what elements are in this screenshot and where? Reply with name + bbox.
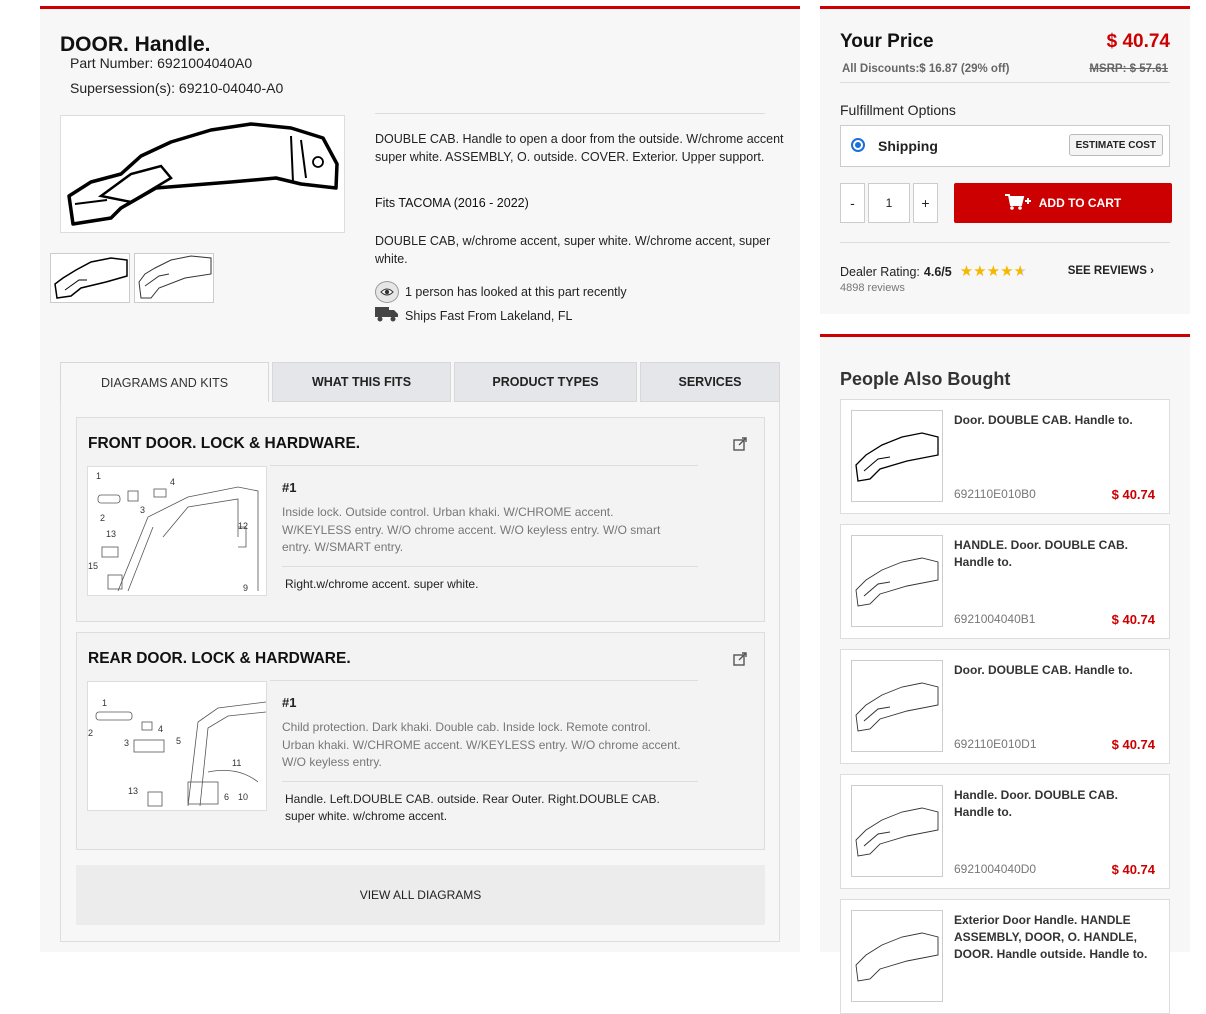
related-product-price: $ 40.74 [1111, 737, 1155, 752]
divider [282, 566, 698, 567]
svg-text:15: 15 [88, 561, 99, 571]
rear-door-diagram [88, 682, 266, 810]
door-handle-thumb [852, 411, 942, 501]
divider [282, 781, 698, 782]
ships-from [375, 306, 572, 325]
divider [375, 113, 765, 114]
msrp: MSRP: $ 57.61 [1089, 63, 1168, 75]
svg-text:5: 5 [176, 736, 182, 746]
svg-text:4: 4 [170, 477, 176, 487]
svg-text:3: 3 [124, 738, 130, 748]
diagram-callout-number: #1 [282, 695, 297, 710]
add-to-cart-button[interactable] [954, 183, 1172, 223]
tab-diagrams-and-kits[interactable]: DIAGRAMS AND KITS [60, 362, 269, 403]
product-title: DOOR. Handle. [60, 33, 211, 56]
rating-stars [960, 265, 1027, 279]
product-thumbnail-1[interactable] [50, 253, 130, 303]
star-icon: ★ [1000, 263, 1014, 280]
related-product-image[interactable] [851, 535, 943, 627]
svg-text:1: 1 [96, 471, 102, 481]
shipping-radio[interactable] [851, 138, 865, 152]
see-reviews-link[interactable] [1068, 265, 1154, 277]
diagram-callout-number: #1 [282, 480, 297, 495]
part-number: Part Number: 6921004040A0 [70, 55, 253, 71]
fits-vehicle: Fits TACOMA (2016 - 2022) [375, 196, 529, 210]
quantity-increment-button[interactable]: + [913, 183, 938, 223]
star-icon: ★ [986, 263, 1001, 280]
recent-views-text: 1 person has looked at this part recently [405, 285, 627, 299]
related-product-image[interactable] [851, 410, 943, 502]
related-product-price: $ 40.74 [1111, 487, 1155, 502]
related-product-card[interactable] [840, 774, 1170, 889]
eye-icon [375, 281, 399, 303]
diagram-description: Inside lock. Outside control. Urban khaki. W/CHROME accent. W/KEYLESS entry. W/O chrome accent. W/O keyless entry. W/O smart entry. W/SMART entry. [282, 505, 661, 554]
diagram-image[interactable] [87, 681, 267, 811]
related-product-name[interactable]: Exterior Door Handle. HANDLE ASSEMBLY, DOOR, O. HANDLE, DOOR. Handle outside. Handle to. [954, 913, 1148, 961]
ships-from-text: Ships Fast From Lakeland, FL [405, 308, 573, 323]
dealer-rating [840, 265, 1027, 279]
tab-product-types[interactable]: PRODUCT TYPES [454, 362, 637, 402]
cart-plus-icon [1005, 193, 1031, 214]
add-to-cart-label: ADD TO CART [1038, 196, 1122, 210]
quantity-input[interactable] [868, 183, 910, 223]
svg-text:11: 11 [232, 758, 242, 768]
related-product-image[interactable] [851, 660, 943, 752]
product-description: DOUBLE CAB. Handle to open a door from the outside. W/chrome accent super white. ASSEMBLY, O. outside. COVER. Exterior. Upper support. [375, 132, 784, 164]
related-product-name[interactable]: Door. DOUBLE CAB. Handle to. [954, 413, 1133, 427]
door-handle-thumb [852, 661, 942, 751]
diagram-card[interactable] [76, 417, 765, 622]
divider [840, 82, 1170, 83]
related-product-image[interactable] [851, 785, 943, 877]
tab-services[interactable]: SERVICES [640, 362, 780, 402]
supersession: Supersession(s): 69210-04040-A0 [70, 80, 284, 96]
related-product-card[interactable] [840, 899, 1170, 1014]
related-product-card[interactable] [840, 524, 1170, 639]
svg-text:6: 6 [224, 792, 230, 802]
door-handle-thumb [852, 536, 942, 626]
related-product-image[interactable] [851, 910, 943, 1002]
svg-text:3: 3 [140, 505, 146, 515]
review-count: 4898 reviews [840, 282, 905, 294]
shipping-label: Shipping [878, 138, 938, 154]
diagram-title[interactable]: FRONT DOOR. LOCK & HARDWARE. [88, 435, 361, 452]
related-product-number: 6921004040B1 [954, 612, 1036, 626]
svg-text:13: 13 [128, 786, 139, 796]
svg-text:2: 2 [88, 728, 94, 738]
product-thumbnail-2[interactable] [134, 253, 214, 303]
door-handle-drawing [61, 116, 344, 232]
tab-content-diagrams [60, 402, 780, 942]
diagram-description: Child protection. Dark khaki. Double cab. Inside lock. Remote control. Urban khaki. W/CHROME accent. W/KEYLESS entry. W/O chrome accent. W/O keyless entry. [282, 720, 681, 769]
related-product-number: 692110E010D1 [954, 737, 1037, 751]
related-product-card[interactable] [840, 399, 1170, 514]
see-reviews-label: SEE REVIEWS [1067, 265, 1147, 277]
quantity-decrement-button[interactable]: - [840, 183, 865, 223]
door-handle-thumb [135, 254, 213, 302]
divider [840, 242, 1170, 243]
price-value: $ 40.74 [1106, 31, 1170, 52]
external-link-icon[interactable] [733, 652, 747, 666]
shipping-option[interactable] [840, 125, 1170, 167]
related-product-number: 692110E010B0 [954, 487, 1036, 501]
door-handle-thumb [51, 254, 129, 302]
svg-text:10: 10 [238, 792, 249, 802]
recent-views [375, 281, 627, 303]
external-link-icon[interactable] [733, 437, 747, 451]
svg-text:9: 9 [243, 583, 249, 593]
svg-text:13: 13 [106, 529, 117, 539]
people-also-bought-title: People Also Bought [840, 369, 1011, 389]
star-icon: ★ [973, 263, 987, 280]
divider [270, 680, 698, 681]
svg-text:1: 1 [102, 698, 108, 708]
product-main-image[interactable] [60, 115, 345, 233]
svg-text:2: 2 [100, 513, 106, 523]
tab-what-this-fits[interactable]: WHAT THIS FITS [272, 362, 451, 402]
related-product-name[interactable]: Door. DOUBLE CAB. Handle to. [954, 663, 1133, 677]
diagram-card[interactable] [76, 632, 765, 850]
diagram-note: Right.w/chrome accent. super white. [285, 577, 479, 591]
view-all-diagrams-button[interactable]: VIEW ALL DIAGRAMS [76, 865, 765, 925]
star-icon: ★ [959, 263, 974, 280]
related-product-card[interactable] [840, 649, 1170, 764]
truck-icon [375, 306, 399, 325]
diagram-note: Handle. Left.DOUBLE CAB. outside. Rear Outer. Right.DOUBLE CAB. super white. w/chrome accent. [285, 792, 660, 823]
svg-text:12: 12 [238, 521, 249, 531]
estimate-cost-button[interactable]: ESTIMATE COST [1069, 134, 1163, 156]
price-panel [820, 6, 1190, 314]
discounts: All Discounts:$ 16.87 (29% off) [842, 63, 1010, 75]
related-product-price: $ 40.74 [1111, 862, 1155, 877]
door-handle-thumb [852, 786, 942, 876]
front-door-diagram [88, 467, 266, 595]
diagram-image[interactable] [87, 466, 267, 596]
rating-label: Dealer Rating: [840, 265, 920, 279]
star-half-icon: ★ [1013, 263, 1027, 280]
door-handle-thumb [852, 911, 942, 1001]
related-product-price: $ 40.74 [1111, 612, 1155, 627]
product-notes: DOUBLE CAB, w/chrome accent, super white. W/chrome accent, super white. [375, 234, 771, 266]
fulfillment-label: Fulfillment Options [840, 102, 956, 118]
related-product-name[interactable]: HANDLE. Door. DOUBLE CAB. Handle to. [954, 538, 1128, 569]
product-panel [40, 6, 800, 952]
chevron-right-icon: › [1150, 265, 1154, 277]
svg-text:4: 4 [158, 724, 164, 734]
divider [270, 465, 698, 466]
price-label: Your Price [840, 31, 934, 52]
related-product-name[interactable]: Handle. Door. DOUBLE CAB. Handle to. [954, 788, 1119, 819]
product-tabs [60, 362, 780, 402]
people-also-bought-panel [820, 334, 1190, 961]
rating-value: 4.6/5 [923, 265, 952, 279]
diagram-title[interactable]: REAR DOOR. LOCK & HARDWARE. [88, 650, 351, 667]
related-product-number: 6921004040D0 [954, 862, 1037, 876]
